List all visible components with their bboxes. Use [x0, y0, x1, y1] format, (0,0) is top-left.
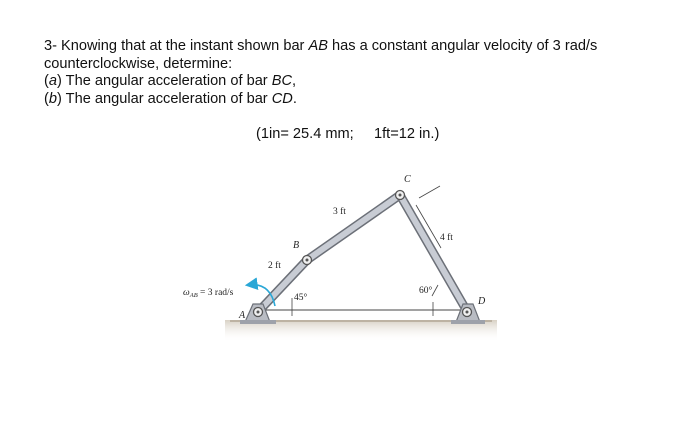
angle-d-label: 60°	[419, 286, 433, 296]
item-a: (a) The angular acceleration of bar BC,	[44, 73, 297, 89]
angle-a-label: 45°	[294, 293, 308, 303]
item-b: (b) The angular acceleration of bar CD.	[44, 90, 297, 107]
omega-label: $\omega_{AB} = 3$ rad/s	[183, 288, 234, 299]
length-ab: 2 ft	[268, 261, 281, 271]
label-a: A	[239, 310, 246, 321]
problem-line-1: 3- Knowing that at the instant shown bar AB has a constant angular velocity of 3 rad/s	[44, 38, 598, 54]
problem-line-2: counterclockwise, determine:	[44, 55, 233, 72]
label-b: B	[293, 240, 300, 251]
unit-conversion-note: (1in= 25.4 mm; 1ft=12 in.)	[256, 126, 440, 142]
length-bc: 3 ft	[333, 207, 346, 217]
label-d: D	[478, 296, 486, 307]
label-c: C	[404, 174, 411, 185]
length-cd: 4 ft	[440, 233, 453, 243]
